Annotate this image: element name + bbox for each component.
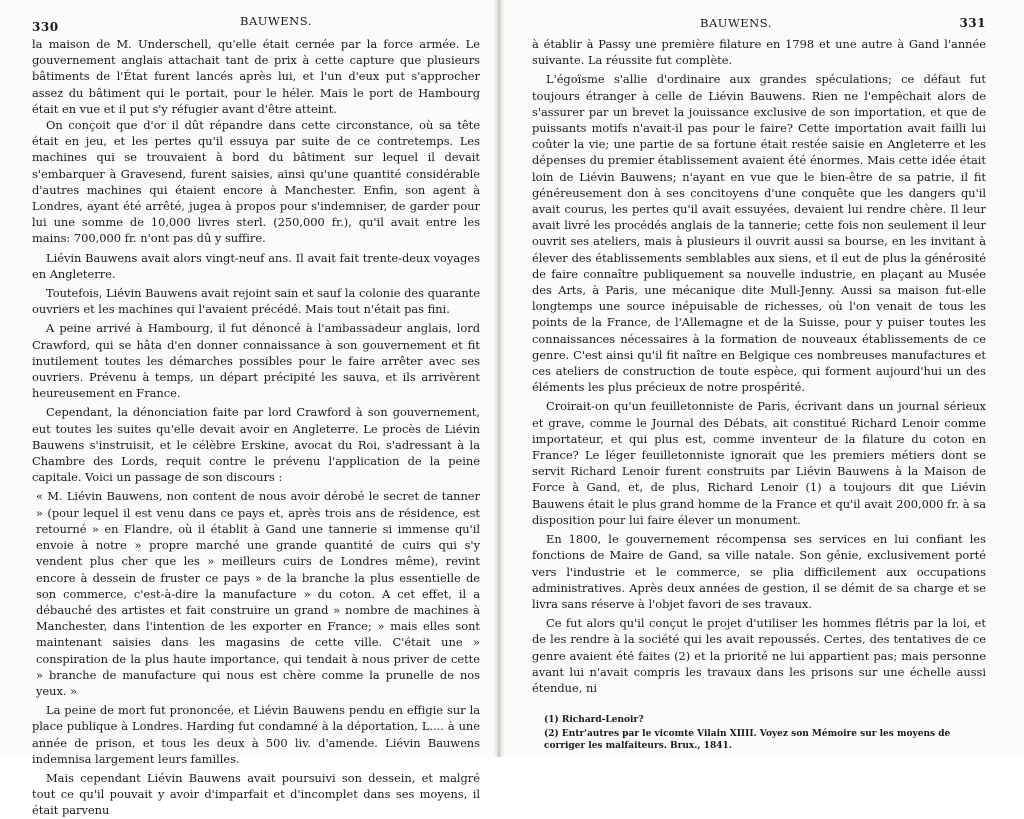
left-paragraph: la maison de M. Underschell, qu'elle était cernée par la force armée. Le gouvernement anglais attachait tant de prix à cette capture que plusieurs bâtiments de l'État furent lancés après lui, et l'un d'eux put s'approcher assez du bâtiment qui le portait, pour le héler. Mais le port de Hambourg était en vue et il put s'y réfugier avant d'être atteint. (32, 37, 480, 116)
left-paragraph: A peine arrivé à Hambourg, il fut dénoncé à l'ambassadeur anglais, lord Crawford, qui se hâta d'en donner connaissance à son gouvernement et fit inutilement toutes les démarches possibles pour le faire arrêter avec ses ouvriers. Prévenu à temps, un départ précipité les sauva, et ils arrivèrent heureusement en France. (32, 321, 480, 401)
right-page-body (532, 36, 986, 696)
left-paragraph: Mais cependant Liévin Bauwens avait poursuivi son dessein, et malgré tout ce qu'il pouvait y avoir d'imparfait et d'incomplet dans ses moyens, il était parvenu (32, 770, 480, 818)
left-quotation: « M. Liévin Bauwens, non content de nous avoir dérobé le secret de tanner » (pour lequel il est venu dans ce pays et, après trois ans de résidence, est retourné » en Flandre, où il établit à Gand une tannerie si immense qu'il envoie à notre » propre marché une grande quantité de cuirs qui s'y vendent plus cher que les » meilleurs cuirs de Londres même), revint encore à dessein de fruster ce pays » de la branche la plus essentielle de son commerce, c'est-à-dire la manufacture » du coton. A cet effet, il a débauché des artistes et fait construire un grand » nombre de machines à Manchester, dans l'intention de les exporter en France; » mais elles sont maintenant saisies dans les magasins de cette ville. C'était une » conspiration de la plus haute importance, qui tendait à nous priver de cette » branche de manufacture qui nous est chère comme la prunelle de nos yeux. » (36, 489, 480, 698)
left-page-running-title: BAUWENS. (240, 14, 312, 28)
left-page (0, 0, 496, 818)
left-paragraph: La peine de mort fut prononcée, et Liévin Bauwens pendu en effigie sur la place publique à Londres. Harding fut condamné à la déportation, L.... à une année de prison, et tous les deux à 500 liv. d'amende. Liévin Bauwens indemnisa largement leurs familles. (32, 703, 480, 766)
left-page-header (32, 14, 480, 36)
right-paragraph: Croirait-on qu'un feuilletonniste de Paris, écrivant dans un journal sérieux et grave, comme le Journal des Débats, ait constitué Richard Lenoir comme importateur, et qui plus est, comme inventeur de la filature du coton en France? Le léger feuilletonniste ignorait que les premiers métiers dont se servit Richard Lenoir furent construits par Liévin Bauwens à la Maison de Force à Gand, et, de plus, Richard Lenoir (1) a toujours dit que Liévin Bauwens était le plus grand homme de la France et qu'il avait 200,000 fr. à sa disposition pour lui faire élever un monument. (532, 399, 986, 527)
right-paragraph: à établir à Passy une première filature en 1798 et une autre à Gand l'année suivante. La réussite fut complète. (532, 37, 986, 68)
footnote: (2) Entr'autres par le vicomte Vilain XIIII. Voyez son Mémoire sur les moyens de corriger les malfaiteurs. Brux., 1841. (544, 729, 951, 752)
right-page (504, 0, 1024, 757)
right-paragraph: L'égoïsme s'allie d'ordinaire aux grandes spéculations; ce défaut fut toujours étranger à celle de Liévin Bauwens. Rien ne l'empêchait alors de s'assurer par un brevet la jouissance exclusive de son importation, et que de puissants motifs n'avait-il pas pour le faire? Cette importation avait failli lui coûter la vie; une partie de sa fortune était restée saisie en Angleterre et les dépenses du premier établissement avaient été énormes. Mais cette idée était loin de Liévin Bauwens; n'ayant en vue que le bien-être de sa patrie, il fit généreusement don à ses concitoyens d'une conquête que les dangers qu'il avait courus, les pertes qu'il avait essuyées, devaient lui rendre chère. Il leur avait livré les procédés anglais de la tannerie; cette fois non seulement il leur ouvrit ses ateliers, mais à plusieurs il ouvrit aussi sa bourse, en les invitant à élever des établissements semblables aux siens, et il eut de plus la générosité de faire connaître publiquement sa nouvelle industrie, en plaçant au Musée des Arts, à Paris, une mécanique dite Mull-Jenny. Aussi sa maison fut-elle longtemps une source inépuisable de richesses, où l'on venait de tous les points de la France, de l'Allemagne et de la Suisse, pour y puiser toutes les connaissances nécessaires à la formation de nouveaux établissements de ce genre. C'est ainsi qu'il fit naître en Belgique ces nombreuses manufactures et ces ateliers de construction de toute espèce, qui forment aujourd'hui un des éléments les plus précieux de notre prospérité. (532, 72, 986, 395)
left-page-body (32, 36, 480, 819)
book-gutter (494, 0, 504, 757)
left-page-number: 330 (32, 20, 59, 34)
right-page-header (532, 14, 986, 36)
footnote: (1) Richard-Lenoir? (544, 715, 644, 726)
left-paragraph: On conçoit que d'or il dût répandre dans cette circonstance, où sa tête était en jeu, et les pertes qu'il essuya par suite de ce contretemps. Les machines qui se trouvaient à bord du bâtiment sur lequel il devait s'embarquer à Gravesend, furent saisies, ainsi qu'une quantité considérable d'autres machines qui étaient encore à Manchester. Enfin, son agent à Londres, ayant été arrêté, jugea à propos pour s'indemniser, de garder pour lui une somme de 10,000 livres sterl. (250,000 fr.), qu'il avait entre les mains: 700,000 fr. n'ont pas dû y suffire. (32, 118, 480, 246)
right-paragraph: Ce fut alors qu'il conçut le projet d'utiliser les hommes flétris par la loi, et de les rendre à la société qui les avait repoussés. Certes, des tentatives de ce genre avaient été faites (2) et la priorité ne lui appartient pas; mais personne avant lui n'avait compris les travaux dans les prisons sur une échelle aussi étendue, ni (532, 616, 986, 695)
left-paragraph: Toutefois, Liévin Bauwens avait rejoint sain et sauf la colonie des quarante ouvriers et les machines qui l'avaient précédé. Mais tout n'était pas fini. (32, 286, 480, 317)
left-paragraph: Cependant, la dénonciation faite par lord Crawford à son gouvernement, eut toutes les suites qu'elle devait avoir en Angleterre. Le procès de Liévin Bauwens s'instruisit, et le célèbre Erskine, avocat du Roi, s'adressant à la Chambre des Lords, requit contre le prévenu l'application de la peine capitale. Voici un passage de son discours : (32, 405, 480, 485)
right-page-running-title: BAUWENS. (700, 16, 772, 30)
right-page-number: 331 (959, 16, 986, 30)
right-page-footnotes (532, 714, 986, 752)
right-paragraph: En 1800, le gouvernement récompensa ses services en lui confiant les fonctions de Maire de Gand, sa ville natale. Son génie, exclusivement porté vers l'industrie et le commerce, se plia difficilement aux occupations administratives. Après deux années de gestion, il se démit de sa charge et se livra sans réserve à l'objet favori de ses travaux. (532, 532, 986, 611)
left-paragraph: Liévin Bauwens avait alors vingt-neuf ans. Il avait fait trente-deux voyages en Angleterre. (32, 250, 480, 281)
